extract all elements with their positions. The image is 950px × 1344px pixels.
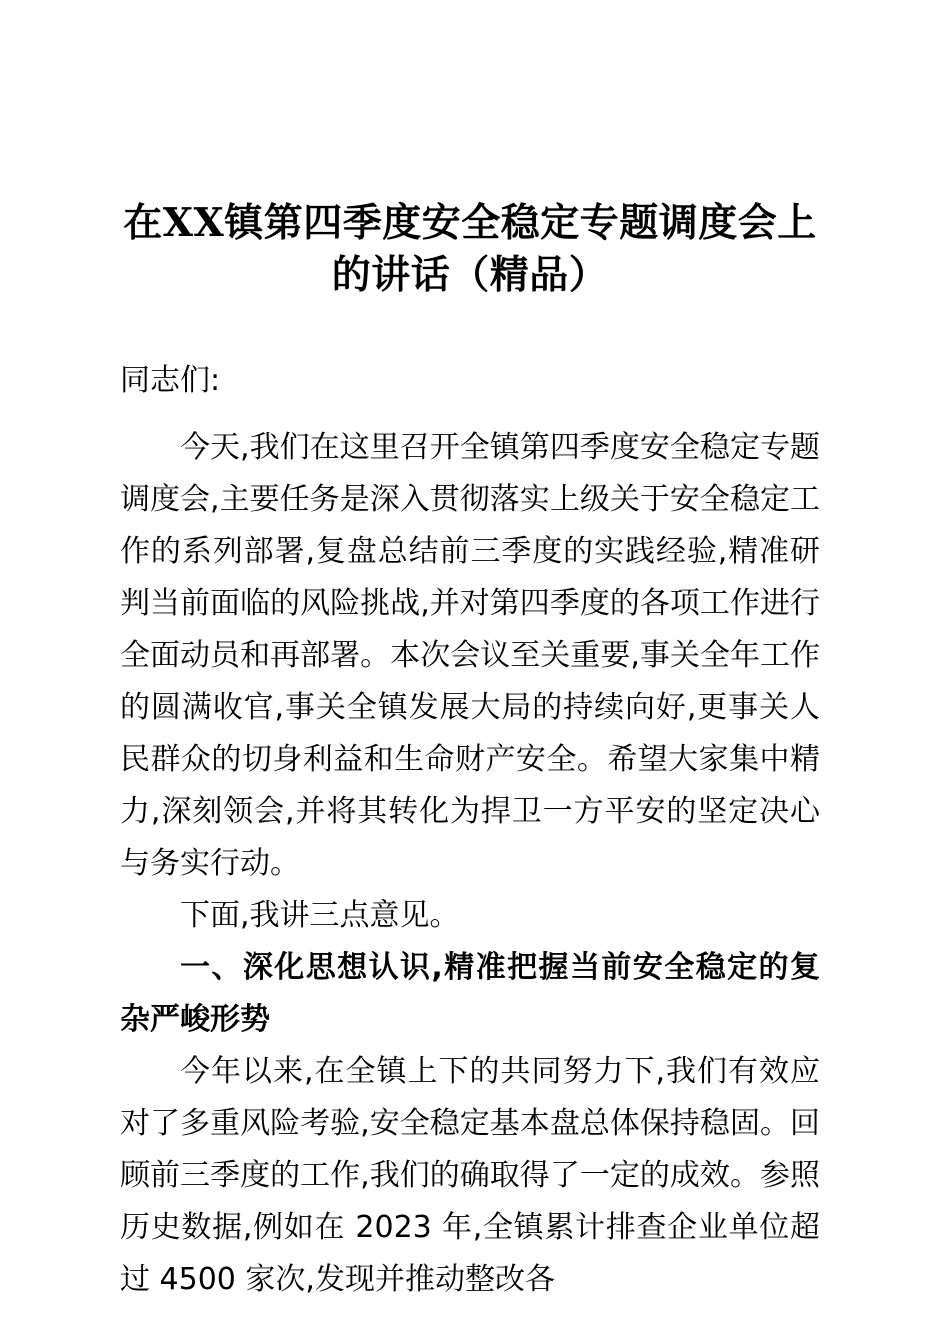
section-heading-one: 一、深化思想认识,精准把握当前安全稳定的复杂严峻形势 — [120, 950, 820, 1037]
paragraph-three-points: 下面,我讲三点意见。 — [180, 898, 460, 933]
page-title: 在XX镇第四季度安全稳定专题调度会上的讲话（精品） — [123, 200, 817, 298]
document-content-column — [120, 0, 820, 1306]
salutation: 同志们: — [120, 363, 221, 398]
paragraph-section-one-body: 今年以来,在全镇上下的共同努力下,我们有效应对了多重风险考验,安全稳定基本盘总体保持稳固。回顾前三季度的工作,我们的确取得了一定的成效。参照历史数据,例如在 2023 年,全镇累计排查企业单位超过 4500 家次,发现并推动整改各 — [120, 1054, 820, 1297]
paragraph-opening: 今天,我们在这里召开全镇第四季度安全稳定专题调度会,主要任务是深入贯彻落实上级关于安全稳定工作的系列部署,复盘总结前三季度的实践经验,精准研判当前面临的风险挑战,并对第四季度的各项工作进行全面动员和再部署。本次会议至关重要,事关全年工作的圆满收官,事关全镇发展大局的持续向好,更事关人民群众的切身利益和生命财产安全。希望大家集中精力,深刻领会,并将其转化为捍卫一方平安的坚定决心与务实行动。 — [120, 430, 820, 881]
